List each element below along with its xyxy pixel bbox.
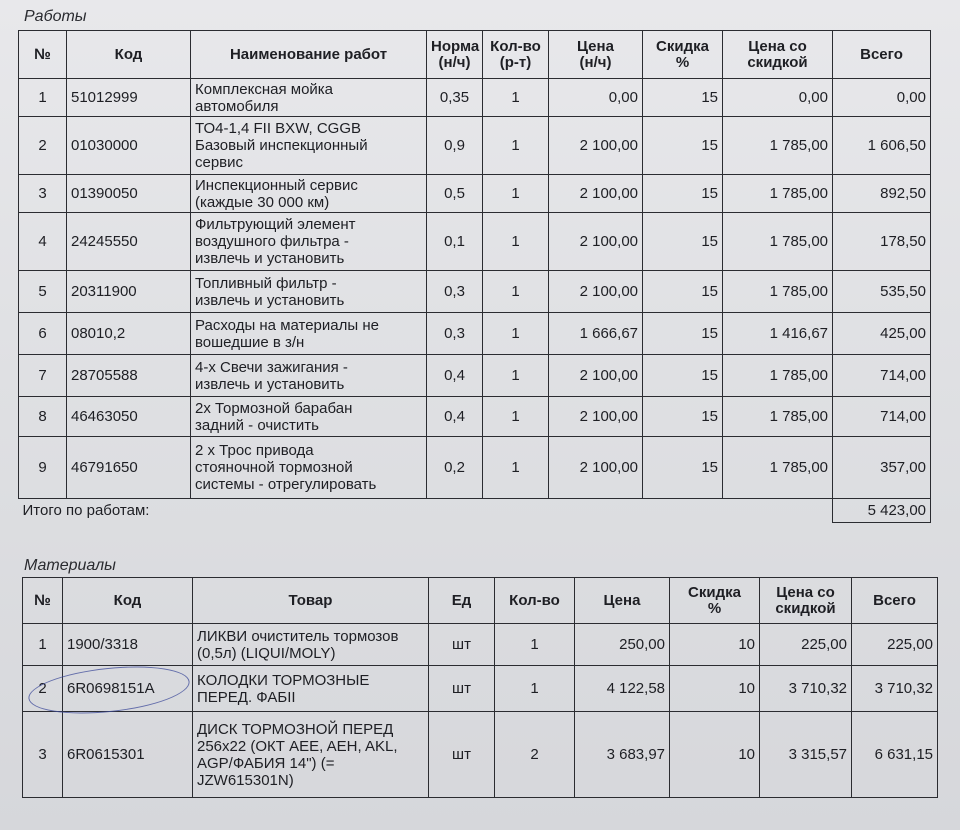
row-total: 892,50 xyxy=(833,175,931,213)
row-name-line: 2х Тормозной барабан xyxy=(195,399,353,417)
row-name xyxy=(191,117,427,175)
row-name-line: автомобиля xyxy=(195,97,279,115)
materials-header-qty: Кол-во xyxy=(495,578,575,624)
row-norm: 0,3 xyxy=(427,271,483,313)
works-header-price xyxy=(549,31,643,79)
row-qty: 1 xyxy=(495,624,575,666)
row-code: 28705588 xyxy=(67,355,191,397)
row-disc-price: 0,00 xyxy=(723,79,833,117)
row-num: 2 xyxy=(19,117,67,175)
row-qty: 1 xyxy=(483,313,549,355)
row-discount: 15 xyxy=(643,117,723,175)
row-total: 6 631,15 xyxy=(852,712,938,798)
row-name-line: сервис xyxy=(195,154,244,171)
row-name xyxy=(191,313,427,355)
row-total: 0,00 xyxy=(833,79,931,117)
materials-table xyxy=(22,577,938,798)
row-price: 2 100,00 xyxy=(549,117,643,175)
row-name-line: (каждые 30 000 км) xyxy=(195,193,330,211)
materials-header-disc-price xyxy=(760,578,852,624)
row-price: 4 122,58 xyxy=(575,666,670,712)
row-norm: 0,4 xyxy=(427,355,483,397)
row-code: 08010,2 xyxy=(67,313,191,355)
row-price: 250,00 xyxy=(575,624,670,666)
row-name xyxy=(191,175,427,213)
row-name-line: Инспекционный сервис xyxy=(195,176,358,194)
row-norm: 0,1 xyxy=(427,213,483,271)
row-qty: 1 xyxy=(483,355,549,397)
row-name xyxy=(191,437,427,499)
row-code: 6R0698151A xyxy=(63,666,193,712)
works-header-code: Код xyxy=(67,31,191,79)
row-num: 8 xyxy=(19,397,67,437)
row-total: 425,00 xyxy=(833,313,931,355)
works-row xyxy=(19,271,931,313)
works-header-norm xyxy=(427,31,483,79)
row-discount: 10 xyxy=(670,624,760,666)
row-num: 1 xyxy=(19,79,67,117)
row-discount: 10 xyxy=(670,712,760,798)
works-section-title: Работы xyxy=(24,8,87,25)
row-disc-price: 1 785,00 xyxy=(723,397,833,437)
works-row xyxy=(19,117,931,175)
row-num: 7 xyxy=(19,355,67,397)
works-row xyxy=(19,355,931,397)
materials-header-total: Всего xyxy=(852,578,938,624)
row-price: 3 683,97 xyxy=(575,712,670,798)
row-disc-price: 1 785,00 xyxy=(723,437,833,499)
row-norm: 0,5 xyxy=(427,175,483,213)
works-row xyxy=(19,213,931,271)
row-code: 20311900 xyxy=(67,271,191,313)
row-disc-price: 1 785,00 xyxy=(723,117,833,175)
works-table xyxy=(18,30,931,523)
row-price: 2 100,00 xyxy=(549,437,643,499)
row-name-line: ЛИКВИ очиститель тормозов xyxy=(197,627,399,645)
materials-row xyxy=(23,666,938,712)
row-name xyxy=(191,79,427,117)
works-total-value: 5 423,00 xyxy=(833,499,931,523)
row-qty: 1 xyxy=(483,271,549,313)
row-price: 2 100,00 xyxy=(549,397,643,437)
materials-header-disc-price-line: Цена со xyxy=(776,583,835,601)
row-name-line: Базовый инспекционный xyxy=(195,137,368,154)
row-unit: шт xyxy=(429,666,495,712)
row-norm: 0,4 xyxy=(427,397,483,437)
materials-row xyxy=(23,712,938,798)
row-price: 1 666,67 xyxy=(549,313,643,355)
row-discount: 15 xyxy=(643,313,723,355)
works-header-total: Всего xyxy=(833,31,931,79)
row-name-line: ДИСК ТОРМОЗНОЙ ПЕРЕД xyxy=(197,720,394,738)
works-row xyxy=(19,313,931,355)
row-code: 51012999 xyxy=(67,79,191,117)
row-name xyxy=(191,355,427,397)
row-code: 24245550 xyxy=(67,213,191,271)
works-header-qty xyxy=(483,31,549,79)
row-disc-price: 1 785,00 xyxy=(723,355,833,397)
row-discount: 15 xyxy=(643,175,723,213)
row-total: 357,00 xyxy=(833,437,931,499)
materials-header-discount xyxy=(670,578,760,624)
works-header-discount xyxy=(643,31,723,79)
row-qty: 1 xyxy=(483,437,549,499)
materials-header-discount-line: Скидка xyxy=(688,583,741,601)
works-header-row xyxy=(19,31,931,79)
row-name xyxy=(193,712,429,798)
row-price: 0,00 xyxy=(549,79,643,117)
works-header-qty-line: Кол-во xyxy=(490,37,541,55)
works-header-norm-line: Норма xyxy=(431,37,480,55)
row-name-line: 4-х Свечи зажигания - xyxy=(195,358,348,376)
materials-header-discount-line: % xyxy=(707,599,722,617)
materials-header-num: № xyxy=(23,578,63,624)
works-row xyxy=(19,437,931,499)
row-discount: 15 xyxy=(643,271,723,313)
row-code: 6R0615301 xyxy=(63,712,193,798)
materials-section-title: Материалы xyxy=(24,557,116,574)
row-disc-price: 1 416,67 xyxy=(723,313,833,355)
materials-header-price: Цена xyxy=(575,578,670,624)
row-name-line: извлечь и установить xyxy=(195,291,345,309)
works-header-norm-line: (н/ч) xyxy=(438,53,471,71)
works-header-disc-price-line: Цена со xyxy=(748,37,807,55)
row-code: 01030000 xyxy=(67,117,191,175)
works-row xyxy=(19,175,931,213)
works-header-qty-line: (р-т) xyxy=(499,53,532,71)
row-total: 225,00 xyxy=(852,624,938,666)
row-discount: 15 xyxy=(643,79,723,117)
row-name-line: ПЕРЕД. ФАБІІ xyxy=(197,688,296,706)
row-norm: 0,3 xyxy=(427,313,483,355)
row-name-line: ТО4-1,4 FII BXW, CGGB xyxy=(195,120,362,137)
works-row xyxy=(19,397,931,437)
row-disc-price: 1 785,00 xyxy=(723,271,833,313)
row-name-line: стояночной тормозной xyxy=(195,459,353,476)
row-qty: 1 xyxy=(483,397,549,437)
row-name xyxy=(193,624,429,666)
row-discount: 15 xyxy=(643,397,723,437)
row-num: 3 xyxy=(23,712,63,798)
row-code: 46463050 xyxy=(67,397,191,437)
row-num: 3 xyxy=(19,175,67,213)
works-total-label: Итого по работам: xyxy=(22,502,150,520)
row-total: 3 710,32 xyxy=(852,666,938,712)
row-unit: шт xyxy=(429,624,495,666)
row-disc-price: 225,00 xyxy=(760,624,852,666)
row-price: 2 100,00 xyxy=(549,175,643,213)
materials-header-unit: Ед xyxy=(429,578,495,624)
row-price: 2 100,00 xyxy=(549,213,643,271)
row-name-line: воздушного фильтра - xyxy=(195,233,349,250)
row-total: 1 606,50 xyxy=(833,117,931,175)
row-num: 1 xyxy=(23,624,63,666)
row-name-line: AGP/ФАБИЯ 14") (= xyxy=(197,754,335,772)
row-name-line: вошедшие в з/н xyxy=(195,333,305,351)
row-total: 714,00 xyxy=(833,355,931,397)
row-name-line: 2 х Трос привода xyxy=(195,442,314,459)
row-total: 535,50 xyxy=(833,271,931,313)
row-name-line: извлечь и установить xyxy=(195,250,345,267)
row-code: 46791650 xyxy=(67,437,191,499)
row-name-line: JZW615301N) xyxy=(197,771,294,789)
materials-header-name: Товар xyxy=(193,578,429,624)
row-code: 1900/3318 xyxy=(63,624,193,666)
row-disc-price: 3 315,57 xyxy=(760,712,852,798)
row-num: 2 xyxy=(23,666,63,712)
row-total: 714,00 xyxy=(833,397,931,437)
row-name-line: извлечь и установить xyxy=(195,375,345,393)
works-header-disc-price-line: скидкой xyxy=(747,53,808,71)
row-num: 9 xyxy=(19,437,67,499)
works-header-price-line: Цена xyxy=(577,37,614,55)
row-qty: 1 xyxy=(483,79,549,117)
materials-row xyxy=(23,624,938,666)
row-num: 5 xyxy=(19,271,67,313)
row-name-line: КОЛОДКИ ТОРМОЗНЫЕ xyxy=(197,671,370,689)
row-qty: 1 xyxy=(495,666,575,712)
materials-header-row xyxy=(23,578,938,624)
works-total-row xyxy=(19,499,931,523)
row-discount: 15 xyxy=(643,213,723,271)
works-row xyxy=(19,79,931,117)
row-name-line: задний - очистить xyxy=(195,416,319,434)
row-name-line: Расходы на материалы не xyxy=(195,316,379,334)
works-header-disc-price xyxy=(723,31,833,79)
row-total: 178,50 xyxy=(833,213,931,271)
row-name xyxy=(191,213,427,271)
materials-header-disc-price-line: скидкой xyxy=(775,599,836,617)
row-disc-price: 1 785,00 xyxy=(723,175,833,213)
row-name xyxy=(191,397,427,437)
row-name xyxy=(191,271,427,313)
row-unit: шт xyxy=(429,712,495,798)
works-header-price-line: (н/ч) xyxy=(579,53,612,71)
row-qty: 1 xyxy=(483,175,549,213)
works-header-discount-line: Скидка xyxy=(656,37,709,55)
row-name-line: 256x22 (ОКТ AEE, AEH, AKL, xyxy=(197,737,398,755)
row-disc-price: 1 785,00 xyxy=(723,213,833,271)
row-disc-price: 3 710,32 xyxy=(760,666,852,712)
works-header-name: Наименование работ xyxy=(191,31,427,79)
row-code: 01390050 xyxy=(67,175,191,213)
row-discount: 15 xyxy=(643,437,723,499)
row-norm: 0,9 xyxy=(427,117,483,175)
row-price: 2 100,00 xyxy=(549,271,643,313)
works-header-discount-line: % xyxy=(675,53,690,71)
row-name-line: системы - отрегулировать xyxy=(195,476,377,493)
row-norm: 0,35 xyxy=(427,79,483,117)
works-header-num: № xyxy=(19,31,67,79)
row-norm: 0,2 xyxy=(427,437,483,499)
materials-header-code: Код xyxy=(63,578,193,624)
row-discount: 10 xyxy=(670,666,760,712)
row-name-line: (0,5л) (LIQUI/MOLY) xyxy=(197,644,336,662)
row-qty: 1 xyxy=(483,117,549,175)
row-qty: 1 xyxy=(483,213,549,271)
row-num: 4 xyxy=(19,213,67,271)
row-name-line: Комплексная мойка xyxy=(195,80,334,98)
row-num: 6 xyxy=(19,313,67,355)
row-name-line: Фильтрующий элемент xyxy=(195,216,356,233)
row-name xyxy=(193,666,429,712)
row-qty: 2 xyxy=(495,712,575,798)
row-price: 2 100,00 xyxy=(549,355,643,397)
row-name-line: Топливный фильтр - xyxy=(195,274,337,292)
row-discount: 15 xyxy=(643,355,723,397)
